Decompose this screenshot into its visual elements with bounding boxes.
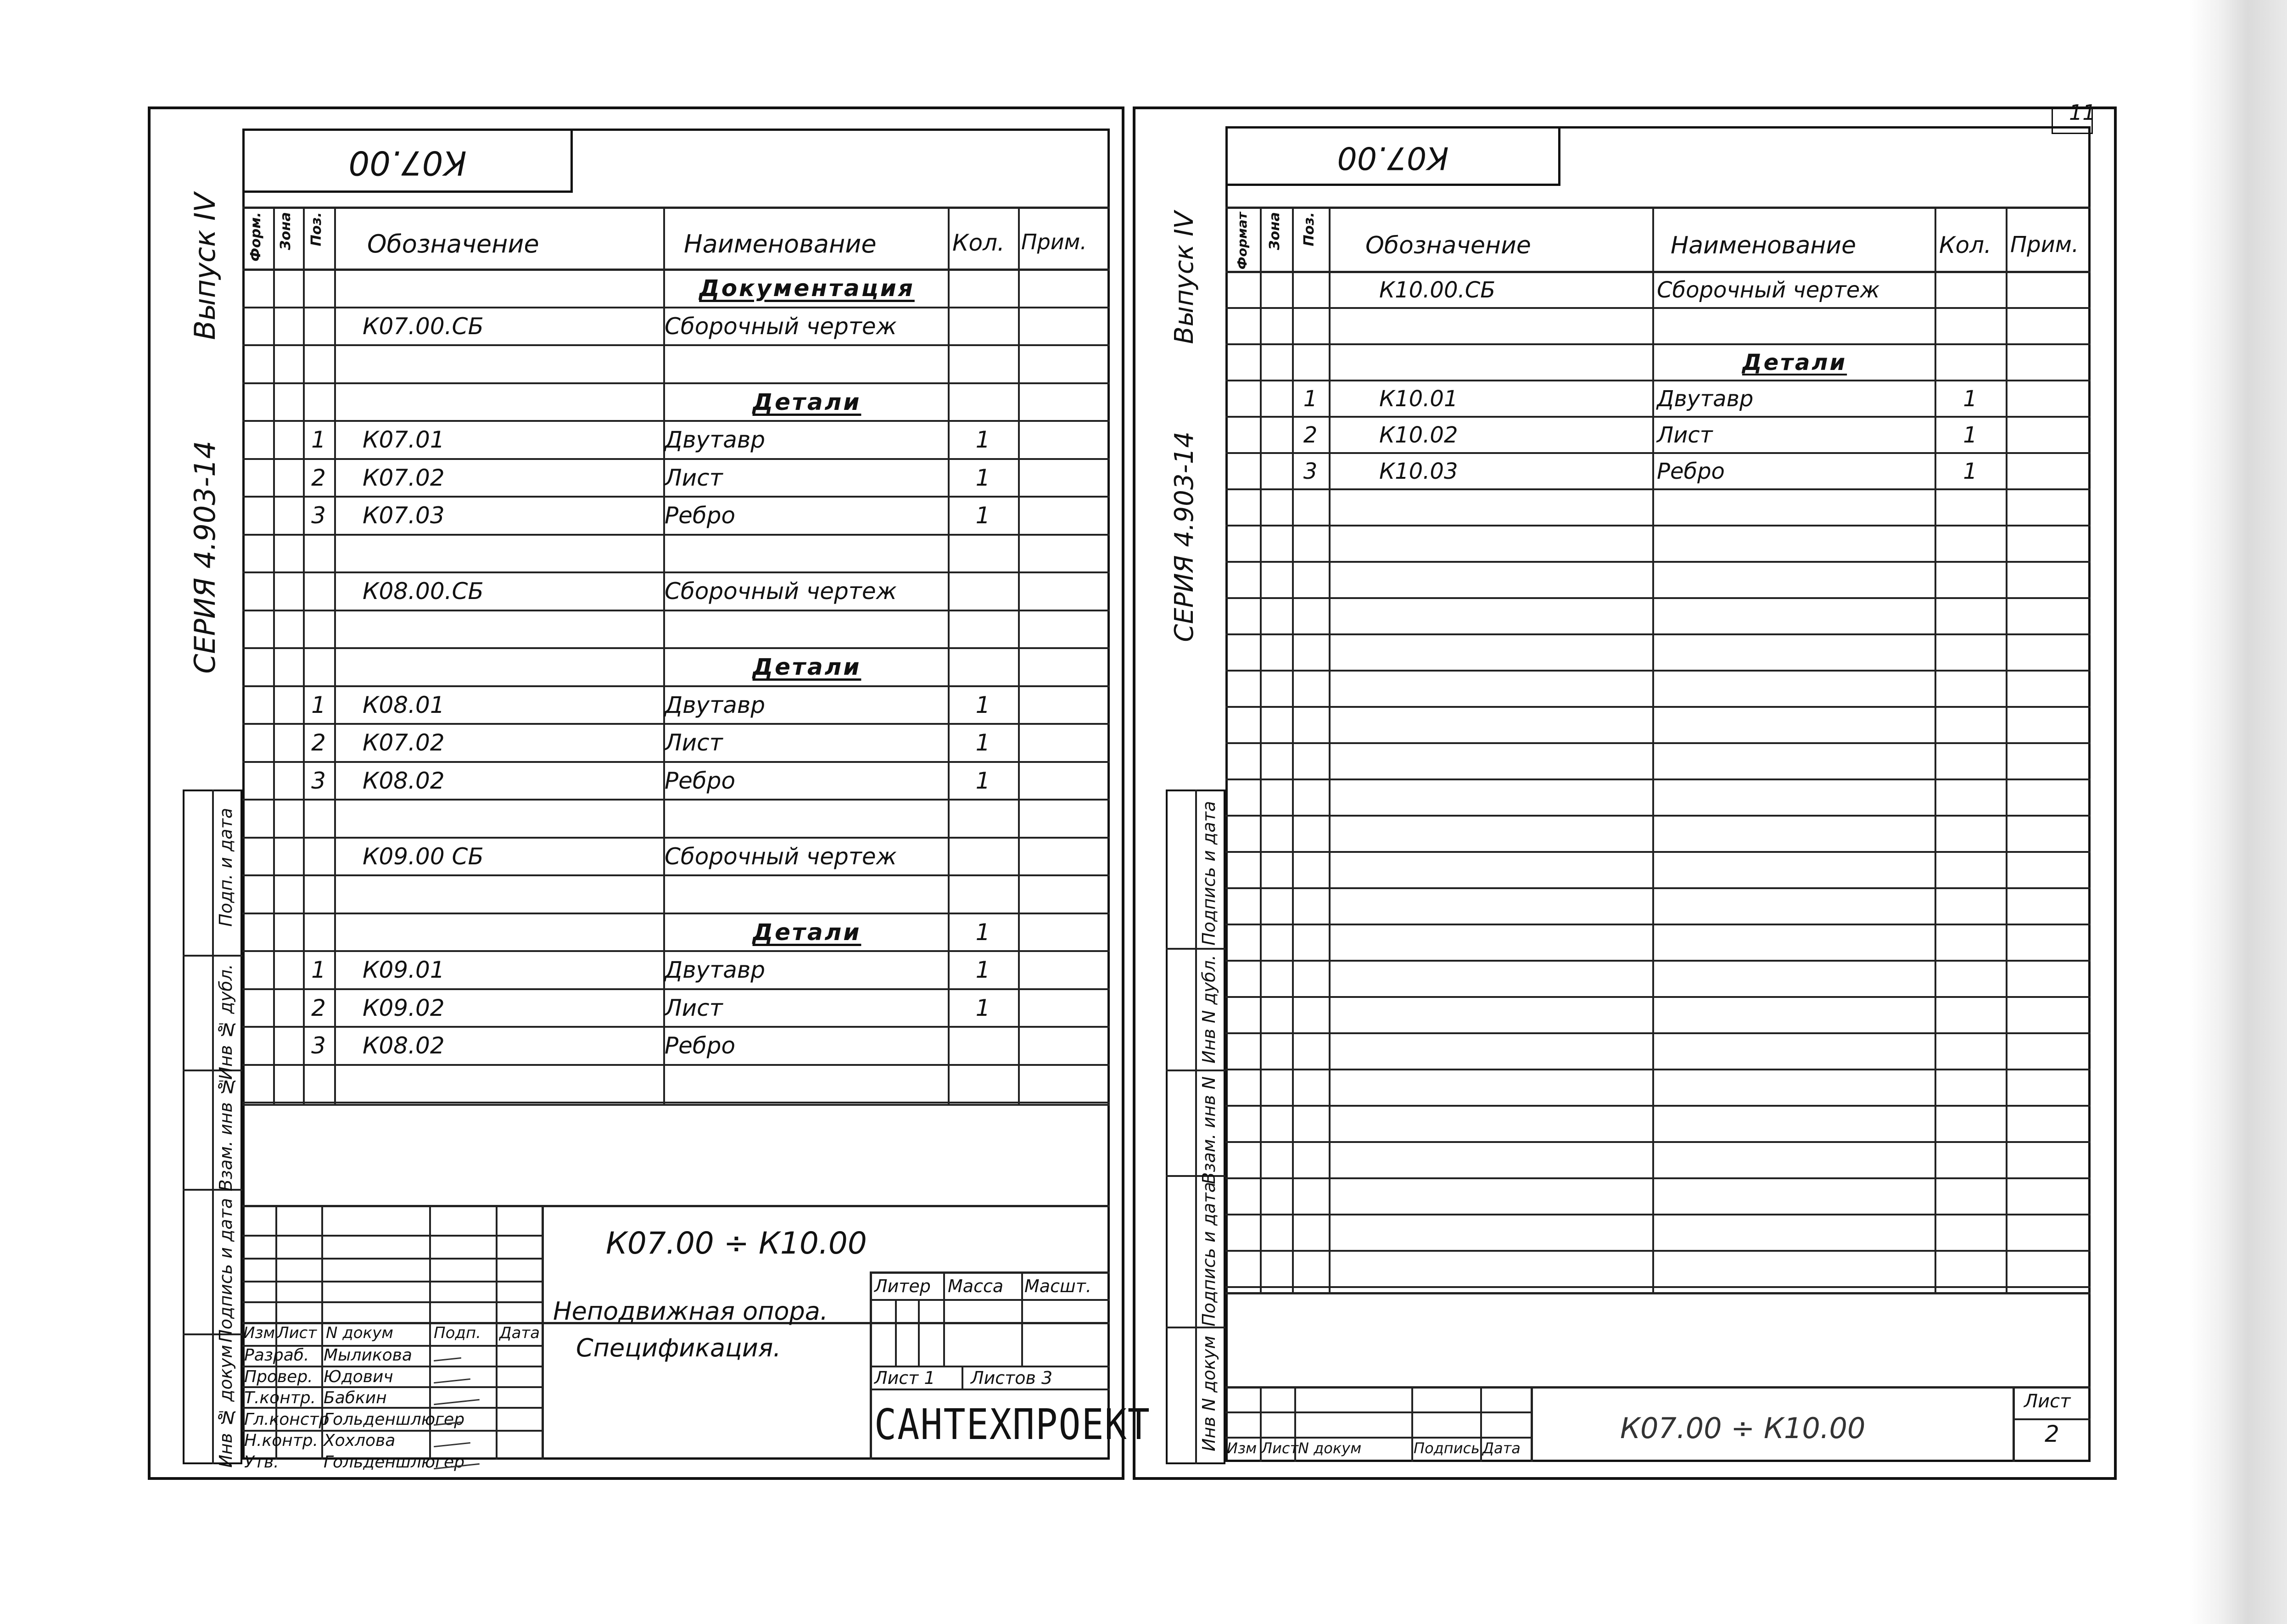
right-side-label-1: Подпись и дата xyxy=(1199,801,1219,946)
table-row xyxy=(242,761,1110,799)
table-row xyxy=(242,837,1110,875)
right-side-label-5: Инв N докум xyxy=(1199,1336,1219,1451)
cell-qty: 1 xyxy=(975,502,990,529)
table-row xyxy=(1225,380,2091,416)
row-divider xyxy=(1225,706,2091,708)
cell-name: Детали xyxy=(752,654,861,680)
cell-pos: 2 xyxy=(1303,422,1318,448)
right-footer-doc-range: К07.00 ÷ К10.00 xyxy=(1620,1411,1866,1445)
left-side-label-4: Подпись и дата xyxy=(216,1198,236,1343)
table-row xyxy=(242,610,1110,648)
cell-pos: 2 xyxy=(311,994,326,1021)
tb-head-ndokum: N докум xyxy=(326,1324,393,1342)
cell-designation: К07.00.СБ xyxy=(363,313,484,340)
cell-name: Двутавр xyxy=(665,957,766,983)
cell-name: Сборочный чертеж xyxy=(665,578,897,605)
left-side-label-5: Инв № докум xyxy=(216,1345,236,1468)
tb-role: Провер. xyxy=(244,1367,313,1386)
cell-qty: 1 xyxy=(1963,459,1977,484)
row-divider xyxy=(1225,1032,2091,1034)
left-title-line1: Неподвижная опора. xyxy=(553,1297,828,1326)
table-row xyxy=(1225,416,2091,452)
row-divider xyxy=(1225,597,2091,599)
tb-person: Гольденшлюгер xyxy=(324,1410,465,1429)
cell-designation: К10.02 xyxy=(1379,422,1458,448)
table-row xyxy=(1225,452,2091,488)
left-side-label-1: Подп. и дата xyxy=(216,808,236,927)
left-side-label-3: Взам. инв № xyxy=(216,1076,236,1192)
cell-pos: 2 xyxy=(311,464,326,491)
table-row xyxy=(242,874,1110,913)
left-series-label: СЕРИЯ 4.903-14 xyxy=(188,441,222,674)
cell-pos: 3 xyxy=(311,1032,326,1059)
row-divider xyxy=(1225,488,2091,490)
right-issue-label: Выпуск IV xyxy=(1169,211,1199,344)
right-footer-sheet-no: 2 xyxy=(2045,1421,2059,1447)
row-divider xyxy=(1225,996,2091,998)
cell-qty: 1 xyxy=(975,994,990,1021)
tb-head-list: Лист xyxy=(277,1324,317,1342)
table-row xyxy=(242,685,1110,723)
right-hdr-zone: Зона xyxy=(1267,212,1283,250)
cell-name: Лист xyxy=(1657,422,1713,448)
tb-head-data: Дата xyxy=(499,1324,540,1342)
tb-role: Утв. xyxy=(244,1452,279,1472)
table-row xyxy=(242,647,1110,685)
row-divider xyxy=(1225,1250,2091,1252)
cell-name: Лист xyxy=(665,464,723,491)
table-row xyxy=(242,307,1110,345)
cell-name: Детали xyxy=(752,388,861,415)
cell-designation: К07.03 xyxy=(363,502,445,529)
row-divider xyxy=(1225,1214,2091,1215)
cell-qty: 1 xyxy=(975,767,990,794)
tb-liter: Литер xyxy=(874,1276,931,1296)
cell-name: Детали xyxy=(1742,350,1847,375)
cell-name: Лист xyxy=(665,994,723,1021)
right-hdr-note: Прим. xyxy=(2010,232,2079,258)
cell-pos: 1 xyxy=(1303,386,1318,412)
left-hdr-format: Форм. xyxy=(248,212,264,262)
cell-designation: К08.02 xyxy=(363,1032,445,1059)
tb-role: Т.контр. xyxy=(244,1389,316,1407)
table-row xyxy=(242,534,1110,572)
cell-name: Документация xyxy=(699,275,915,302)
cell-qty: 1 xyxy=(975,464,990,491)
table-row xyxy=(1225,343,2091,380)
page-number: 11 xyxy=(2069,100,2096,125)
table-row xyxy=(1225,307,2091,343)
table-row xyxy=(242,496,1110,534)
right-hdr-name: Наименование xyxy=(1671,232,1856,259)
row-divider xyxy=(1225,561,2091,563)
cell-pos: 3 xyxy=(1303,459,1318,484)
tb-sheet: Лист 1 xyxy=(874,1368,935,1388)
table-row xyxy=(242,458,1110,496)
table-row xyxy=(242,269,1110,307)
cell-qty: 1 xyxy=(975,729,990,756)
left-title-doc-range: К07.00 ÷ К10.00 xyxy=(606,1226,867,1261)
right-series-label: СЕРИЯ 4.903-14 xyxy=(1169,431,1199,642)
cell-qty: 1 xyxy=(975,957,990,983)
tb-sheets: Листов 3 xyxy=(971,1368,1053,1388)
cell-designation: К10.03 xyxy=(1379,459,1458,484)
cell-designation: К07.02 xyxy=(363,464,445,491)
rf-head-izm: Изм xyxy=(1227,1439,1257,1457)
tb-scale: Масшт. xyxy=(1024,1276,1091,1296)
tb-org: САНТЕХПРОЕКТ xyxy=(874,1400,1151,1449)
right-hdr-format: Формат xyxy=(1235,212,1250,270)
table-row xyxy=(242,988,1110,1026)
cell-name: Ребро xyxy=(665,767,736,794)
table-row xyxy=(242,723,1110,761)
cell-name: Ребро xyxy=(665,502,736,529)
cell-designation: К07.01 xyxy=(363,426,445,453)
right-side-label-3: Взам. инв N xyxy=(1199,1076,1219,1184)
row-divider xyxy=(1225,851,2091,853)
cell-qty: 1 xyxy=(1963,386,1977,412)
cell-pos: 1 xyxy=(311,426,326,453)
tb-person: Гольденшлюгер xyxy=(324,1452,465,1472)
left-doc-code: К07.00 xyxy=(348,144,467,182)
row-divider xyxy=(1225,924,2091,925)
cell-qty: 1 xyxy=(975,426,990,453)
row-divider xyxy=(1225,960,2091,962)
cell-name: Двутавр xyxy=(665,691,766,718)
left-hdr-designation: Обозначение xyxy=(367,230,539,258)
scan-edge-shadow xyxy=(2189,0,2287,1624)
right-doc-code-box xyxy=(1225,126,1560,186)
cell-pos: 2 xyxy=(311,729,326,756)
tb-head-izm: Изм xyxy=(243,1324,275,1342)
tb-head-podp: Подп. xyxy=(434,1324,481,1342)
cell-pos: 3 xyxy=(311,767,326,794)
rf-head-data: Дата xyxy=(1482,1439,1521,1457)
cell-designation: К08.02 xyxy=(363,767,445,794)
table-row xyxy=(242,420,1110,458)
left-issue-label: Выпуск IV xyxy=(188,193,222,340)
row-divider xyxy=(1225,778,2091,780)
table-row xyxy=(1225,271,2091,307)
row-divider xyxy=(1225,1141,2091,1143)
right-side-label-2: Инв N дубл. xyxy=(1199,955,1219,1064)
cell-designation: К10.00.СБ xyxy=(1379,277,1496,303)
table-row xyxy=(242,344,1110,382)
cell-name: Ребро xyxy=(665,1032,736,1059)
cell-name: Сборочный чертеж xyxy=(1657,277,1880,303)
cell-designation: К07.02 xyxy=(363,729,445,756)
tb-role: Н.контр. xyxy=(244,1431,319,1450)
rf-head-podpis: Подпись xyxy=(1414,1439,1480,1457)
left-hdr-name: Наименование xyxy=(684,230,877,258)
cell-designation: К09.02 xyxy=(363,994,445,1021)
tb-person: Хохлова xyxy=(324,1431,396,1450)
table-row xyxy=(242,382,1110,420)
left-doc-code-box xyxy=(242,129,573,193)
cell-designation: К09.01 xyxy=(363,957,445,983)
right-footer-sheet-label: Лист xyxy=(2024,1391,2071,1412)
cell-name: Лист xyxy=(665,729,723,756)
row-divider xyxy=(1225,887,2091,889)
tb-person: Мыликова xyxy=(324,1346,412,1365)
cell-designation: К08.01 xyxy=(363,691,445,718)
cell-pos: 3 xyxy=(311,502,326,529)
table-row xyxy=(242,1064,1110,1102)
left-hdr-zone: Зона xyxy=(278,212,294,250)
left-hdr-pos: Поз. xyxy=(308,212,324,246)
tb-mass: Масса xyxy=(948,1276,1004,1296)
left-hdr-note: Прим. xyxy=(1021,230,1087,254)
cell-qty: 1 xyxy=(975,691,990,718)
row-divider xyxy=(1225,1105,2091,1107)
cell-designation: К10.01 xyxy=(1379,386,1458,412)
row-divider xyxy=(1225,670,2091,672)
right-doc-code: К07.00 xyxy=(1337,140,1449,176)
tb-person: Юдович xyxy=(324,1367,393,1386)
cell-name: Детали xyxy=(752,918,861,946)
cell-name: Двутавр xyxy=(665,426,766,453)
cell-name: Сборочный чертеж xyxy=(665,313,897,340)
table-row xyxy=(242,799,1110,837)
cell-qty: 1 xyxy=(975,918,990,946)
cell-qty: 1 xyxy=(1963,422,1977,448)
rf-head-list: Лист xyxy=(1261,1439,1299,1457)
cell-name: Двутавр xyxy=(1657,386,1754,412)
tb-person: Бабкин xyxy=(324,1389,387,1407)
cell-designation: К08.00.СБ xyxy=(363,578,484,605)
right-side-label-4: Подпись и дата xyxy=(1199,1182,1219,1327)
cell-name: Сборочный чертеж xyxy=(665,843,897,870)
row-divider xyxy=(1225,525,2091,526)
right-hdr-designation: Обозначение xyxy=(1365,232,1531,259)
rf-head-ndokum: N докум xyxy=(1298,1439,1362,1457)
right-hdr-qty: Кол. xyxy=(1939,232,1991,258)
table-row xyxy=(242,913,1110,951)
row-divider xyxy=(1225,1069,2091,1070)
left-side-label-2: Инв № дубл. xyxy=(216,964,236,1080)
row-divider xyxy=(242,1102,1110,1103)
row-divider xyxy=(1225,1286,2091,1288)
row-divider xyxy=(1225,815,2091,817)
row-divider xyxy=(1225,742,2091,744)
row-divider xyxy=(1225,1177,2091,1179)
cell-pos: 1 xyxy=(311,957,326,983)
cell-pos: 1 xyxy=(311,691,326,718)
table-row xyxy=(242,1026,1110,1064)
cell-designation: К09.00 СБ xyxy=(363,843,484,870)
cell-name: Ребро xyxy=(1657,459,1725,484)
table-row xyxy=(242,571,1110,610)
left-hdr-qty: Кол. xyxy=(952,230,1005,256)
right-hdr-pos: Поз. xyxy=(1301,212,1317,246)
left-title-line2: Спецификация. xyxy=(576,1333,781,1362)
row-divider xyxy=(1225,633,2091,635)
tb-role: Гл.констр xyxy=(244,1410,330,1429)
table-row xyxy=(242,950,1110,988)
tb-role: Разраб. xyxy=(244,1346,309,1365)
